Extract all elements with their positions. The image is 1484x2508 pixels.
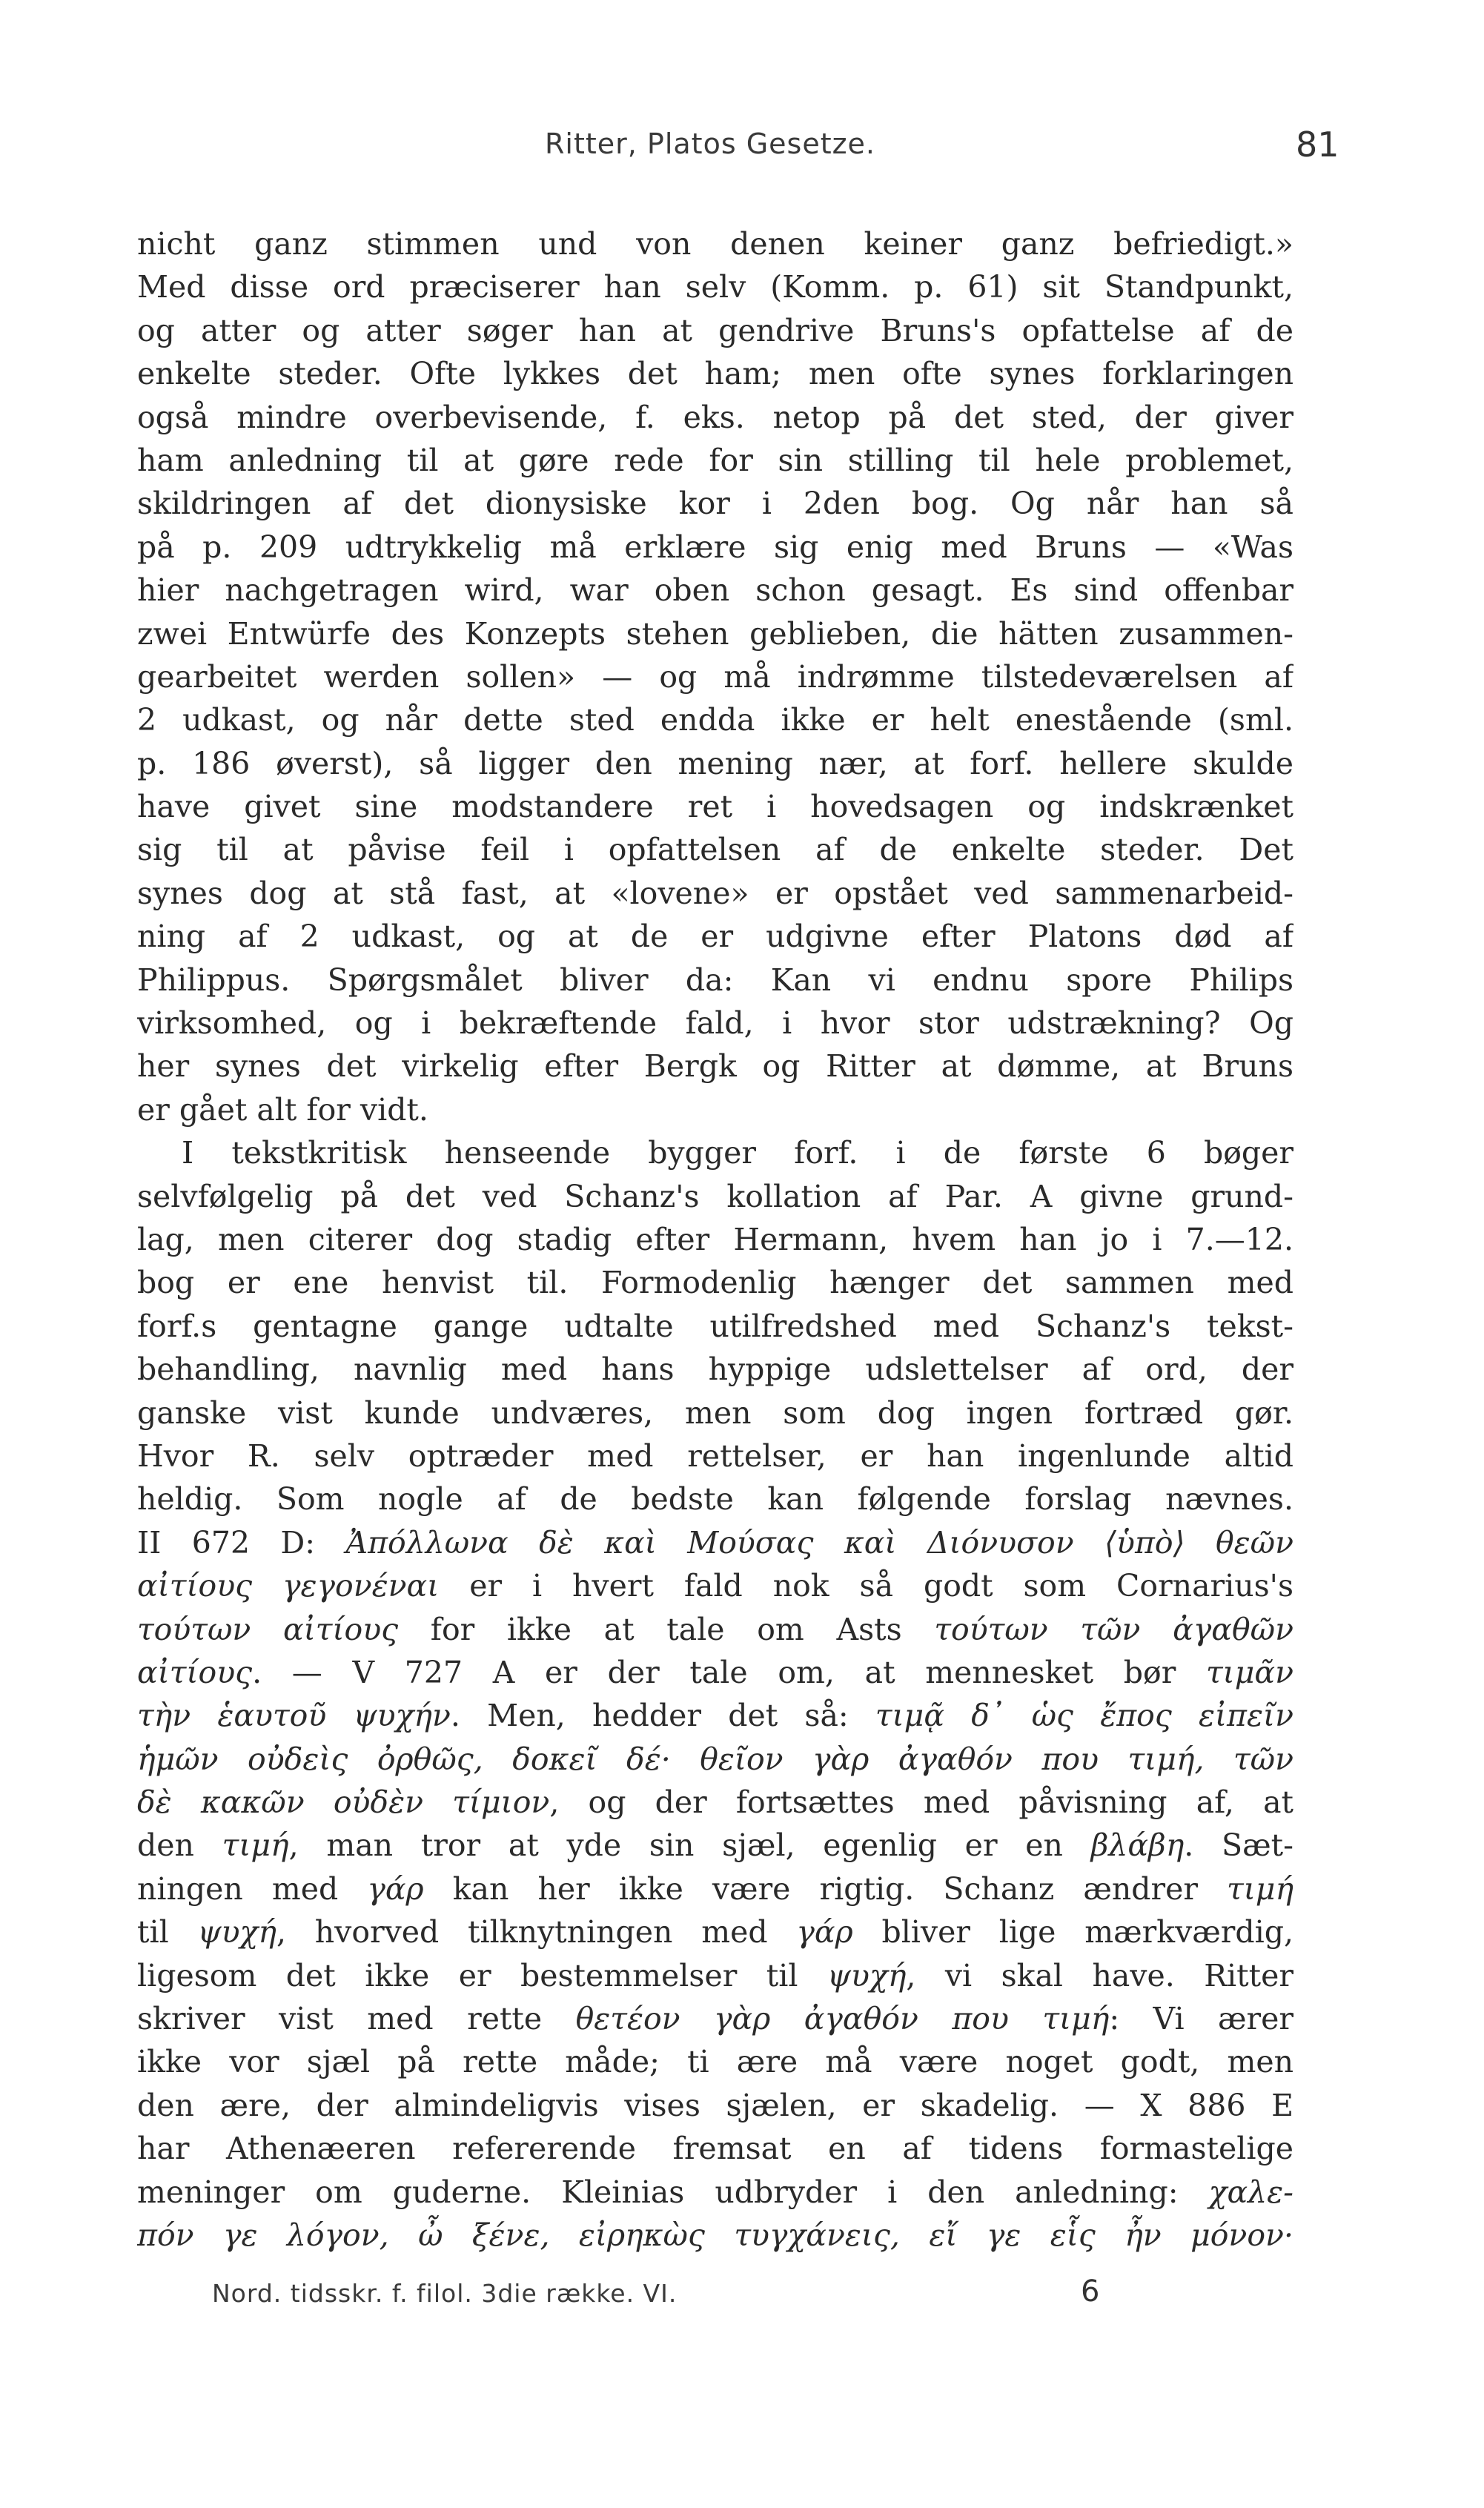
text-line: enkelte steder. Ofte lykkes det ham; men ofte synes forklaringen [137,356,1293,392]
greek-word: γάρ [796,1914,853,1951]
greek-quote: τιμᾶν [1205,1654,1293,1690]
text-line: selvfølgelig på det ved Schanz's kollation af Par. A givne grund- [137,1178,1293,1214]
text-line: behandling, navnlig med hans hyppige udslettelser af ord, der [137,1351,1293,1388]
text-line: nicht ganz stimmen und von denen keiner ganz befriedigt.» [137,226,1293,262]
text-line: ikke vor sjæl på rette måde; ti ære må være noget godt, men [137,2044,1293,2080]
greek-quote: τὴν ἑαυτοῦ ψυχήν [137,1698,451,1734]
text-line: II 672 D: Ἀπόλλωνα δὲ καὶ Μούσας καὶ Διόνυσον ⟨ὑπὸ⟩ θεῶν [137,1524,1293,1561]
text-line: αἰτίους γεγονέναι er i hvert fald nok så godt som Cornarius's [137,1568,1293,1604]
page-number: 81 [1296,125,1339,165]
footer-signature: Nord. tidsskr. f. filol. 3die række. VI. [212,2279,678,2308]
text-line: den τιμή, man tror at yde sin sjæl, egenlig er en βλάβη. Sæt- [137,1827,1293,1864]
greek-quote: αἰτίους γεγονέναι [137,1568,440,1604]
greek-word: ψυχή [827,1957,907,1994]
greek-quote: αἰτίους [137,1654,253,1690]
text-line: sig til at påvise feil i opfattelsen af de enkelte steder. Det [137,832,1293,868]
text-line: τούτων αἰτίους for ikke at tale om Asts τούτων τῶν ἀγαθῶν [137,1611,1293,1647]
greek-quote: χαλε- [1208,2174,1293,2210]
text-line [137,1738,1293,1781]
text-line: Med disse ord præciserer han selv (Komm. p. 61) sit Standpunkt, [137,269,1293,305]
text-line: bog er ene henvist til. Formodenlig hænger det sammen med [137,1265,1293,1301]
text-line: den ære, der almindeligvis vises sjælen, er skadelig. — X 886 E [137,2087,1293,2123]
text-line: Philippus. Spørgsmålet bliver da: Kan vi endnu spore Philips [137,962,1293,998]
text-line: skriver vist med rette θετέον γὰρ ἀγαθόν που τιμή: Vi ærer [137,2001,1293,2037]
text-line: I tekstkritisk henseende bygger forf. i de første 6 bøger [182,1135,1293,1171]
text-line: gearbeitet werden sollen» — og må indrømme tilstedeværelsen af [137,658,1293,695]
text-line: zwei Entwürfe des Konzepts stehen geblieben, die hätten zusammen- [137,615,1293,652]
greek-quote: θετέον γὰρ ἀγαθόν που τιμή [575,2001,1110,2037]
text-line: p. 186 øverst), så ligger den mening nær, at forf. hellere skulde [137,745,1293,781]
text-line: αἰτίους. — V 727 A er der tale om, at mennesket bør τιμᾶν [137,1654,1293,1690]
greek-word: γάρ [367,1870,424,1907]
text-line: τὴν ἑαυτοῦ ψυχήν. Men, hedder det så: τιμᾷ δ᾽ ὡς ἔπος εἰπεῖν [137,1698,1293,1734]
greek-word: τιμή [222,1827,289,1864]
body-text [137,222,1293,2257]
greek-word: τιμή [1227,1870,1293,1907]
text-line: til ψυχή, hvorved tilknytningen med γάρ bliver lige mærkværdig, [137,1914,1293,1951]
text-line: ningen med γάρ kan her ikke være rigtig. Schanz ændrer τιμή [137,1870,1293,1907]
greek-quote: τιμᾷ δ᾽ ὡς ἔπος εἰπεῖν [875,1698,1293,1734]
text-line: synes dog at stå fast, at «lovene» er opstået ved sammenarbeid- [137,875,1293,911]
text-line [137,2214,1293,2257]
greek-quote: Ἀπόλλωνα δὲ καὶ Μούσας καὶ Διόνυσον ⟨ὑπὸ⟩ θεῶν [345,1524,1293,1561]
greek-quote: ἡμῶν οὐδεὶς ὀρθῶς, δοκεῖ δέ· θεῖον γὰρ ἀγαθόν που τιμή, τῶν [137,1741,1293,1777]
greek-word: βλάβη [1090,1827,1185,1864]
greek-word: ψυχή [197,1914,276,1951]
text-line: virksomhed, og i bekræftende fald, i hvor stor udstrækning? Og [137,1005,1293,1042]
text-line: 2 udkast, og når dette sted endda ikke er helt enestående (sml. [137,702,1293,738]
text-line: δὲ κακῶν οὐδὲν τίμιον, og der fortsættes med påvisning af, at [137,1784,1293,1821]
text-line: har Athenæeren refererende fremsat en af tidens formastelige [137,2131,1293,2167]
text-line: her synes det virkelig efter Bergk og Ritter at dømme, at Bruns [137,1048,1293,1085]
text-line: skildringen af det dionysiske kor i 2den bog. Og når han så [137,486,1293,522]
text-line: på p. 209 udtrykkelig må erklære sig enig med Bruns — «Was [137,529,1293,565]
text-line: forf.s gentagne gange udtalte utilfredshed med Schanz's tekst- [137,1308,1293,1344]
text-line: meninger om guderne. Kleinias udbryder i den anledning: χαλε- [137,2174,1293,2210]
text-line: Hvor R. selv optræder med rettelser, er han ingenlunde altid [137,1437,1293,1474]
greek-quote: δὲ κακῶν οὐδὲν τίμιον [137,1784,550,1821]
text-line: ham anledning til at gøre rede for sin stilling til hele problemet, [137,442,1293,478]
text-line: have givet sine modstandere ret i hovedsagen og indskrænket [137,789,1293,825]
text-line: heldig. Som nogle af de bedste kan følgende forslag nævnes. [137,1481,1293,1518]
text-line: og atter og atter søger han at gendrive Bruns's opfattelse af de [137,312,1293,348]
text-line: hier nachgetragen wird, war oben schon gesagt. Es sind offenbar [137,572,1293,609]
greek-quote: πόν γε λόγον, ὦ ξένε, εἰρηκὼς τυγχάνεις, εἴ γε εἷς ἦν μόνον· [137,2217,1293,2253]
text-line: ligesom det ikke er bestemmelser til ψυχή, vi skal have. Ritter [137,1957,1293,1994]
running-head: Ritter, Platos Gesetze. [545,128,876,160]
text-line: også mindre overbevisende, f. eks. netop på det sted, der giver [137,399,1293,435]
text-line: lag, men citerer dog stadig efter Hermann, hvem han jo i 7.—12. [137,1221,1293,1257]
greek-quote: τούτων τῶν ἀγαθῶν [934,1611,1293,1647]
footer-sheet-number: 6 [1081,2274,1100,2309]
text-line: ning af 2 udkast, og at de er udgivne efter Platons død af [137,919,1293,955]
text-line: ganske vist kunde undværes, men som dog ingen fortræd gør. [137,1394,1293,1431]
text-line: er gået alt for vidt. [137,1091,428,1128]
greek-quote: τούτων αἰτίους [137,1611,399,1647]
